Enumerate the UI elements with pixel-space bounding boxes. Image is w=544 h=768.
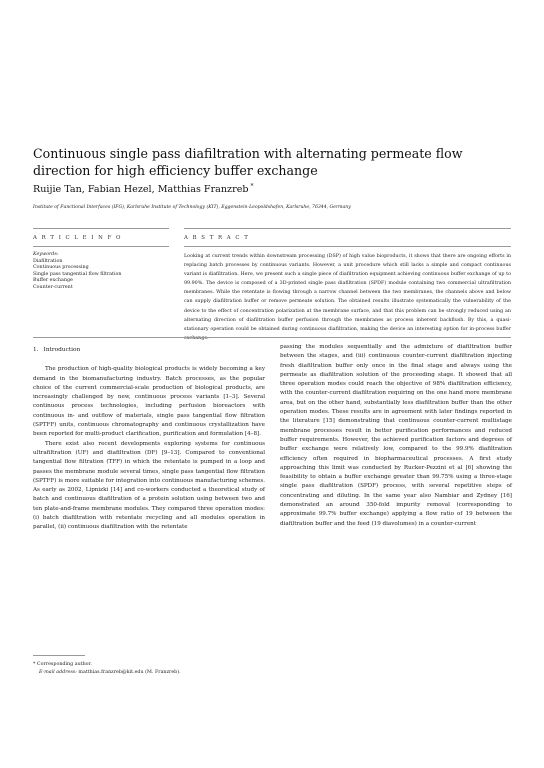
keywords-label: Keywords: [33, 252, 59, 257]
article-info-heading: A R T I C L E I N F O [33, 235, 122, 241]
keyword-item: Single pass tangential flow filtration [33, 271, 122, 277]
author-names: Ruijie Tan, Fabian Hezel, Matthias Franzreb [33, 184, 249, 195]
body-paragraph: The production of high-quality biological products is widely becoming a key demand in the biomanufacturing industry. Batch processes, as the popular choice of the current commercial-scale production of biological products, are increasingly challenged by new, continuous process variants [1–3]. Several continuous process technologies, including perfusion bioreactors with continuous in- and outflow of materials, single pass tangential flow filtration (SPTFF) units, continuous chromatography and continuous crystallization have been reported for multi-product clarification, purification and formulation [4–8]. [33, 366, 265, 438]
footnote-email-line [33, 669, 233, 677]
body-paragraph: There exist also recent developments exploring systems for continuous ultrafiltration (UF) and diafiltration (DF) [9–13]. Compared to conventional tangential flow filtration (TFF) in which the retentate is pumped in a loop and passes the membrane module several times, single pass tangential flow filtration (SPTFF) is more suitable for integration into continuous manufacturing schemes. As early as 2002, Lipnizki [14] and co-workers conducted a theoretical study of batch and continuous diafiltration of a protein solution using between two and ten plate-and-frame membrane modules. They compared three operation modes: (i) batch diafiltration with retentate recycling and all modules operation in parallel, (ii) continuous diafiltration with the retentate [33, 440, 265, 531]
footnote-email-label: E-mail address: [39, 670, 77, 675]
section-number: 1. [33, 347, 39, 353]
keyword-item: Continuous processing [33, 265, 89, 271]
abstract-text: Looking at current trends within downstream processing (DSP) of high value bioproducts, it shows that there are ongoing efforts in replacing batch processes by continuous variants. However, a unit procedure which still lacks a simple and compact continuous variant is diafiltration. Here, we present such a single piece of diafiltration equipment achieving continuous buffer exchange of up to 99.90%. The device is composed of a 3D-printed single pass diafiltration (SPDF) module containing two commercial ultrafiltration membranes. While the retentate is flowing through a narrow channel between the two membranes, the channels above and below can supply diafiltration buffer or remove permeate solution. The obtained results illustrate systematically the vulnerability of the device to the effect of concentration polarization at the membrane surface, and that this problem can be strongly reduced using an alternating direction of diafiltration buffer perfusion through the membranes as process inherent backflush. By this, a quasi-stationary operation could be obtained during continuous diafiltration, making the device an interesting option for in-process buffer exchange. [184, 254, 511, 341]
body-paragraph: passing the modules sequentially and the admixture of diafiltration buffer between the stages, and (iii) continuous counter-current diafiltration injecting fresh diafiltration buffer only once in the final stage and always using the permeate as diafiltration solution of the proceeding stage. It showed that all three operation modes could reach the objective of 98% diafiltration efficiency, with the counter-current diafiltration requiring on the one hand more membrane area, but on the other hand, substantially less diafiltration buffer than the other operation modes. These results are in agreement with later findings reported in the literature [15] demonstrating that continuous counter-current multistage membrane processes result in better purification performances and reduced buffer requirements. However, the achieved purification factors and degrees of buffer exchange were relatively low, compared to the 99.9% diafiltration efficiency often required in biopharmaceutical processes. A first study approaching this limit was conducted by Rucker-Pezzini et al [6] showing the feasibility to obtain a buffer exchange greater than 99.75% using a three-stage single pass diafiltration (SPDF) process, with several repetitive steps of concentrating and diluting. In the same year also Nambiar and Zydney [16] demonstrated an around 350-fold impurity removal (corresponding to approximate 99.7% buffer exchange) applying a flow ratio of 19 between the diafiltration buffer and the feed (19 diavolumes) in a counter-current [280, 344, 512, 527]
footnote-divider [33, 655, 85, 656]
section-title: Introduction [43, 347, 81, 353]
keyword-item: Counter-current [33, 284, 73, 290]
divider-abstract-lower [184, 246, 511, 247]
footnote-corresponding: * Corresponding author. [33, 662, 92, 667]
divider-article-info-lower [33, 246, 169, 247]
keyword-item: Diafiltration [33, 258, 63, 264]
corresponding-author-mark[interactable]: * [250, 183, 254, 190]
footnote [33, 661, 233, 677]
body-column-right [280, 343, 512, 529]
footnote-email[interactable]: matthias.franzreb@kit.edu (M. Franzreb). [78, 670, 181, 675]
keyword-item: Buffer exchange [33, 278, 73, 284]
divider-body [33, 337, 511, 338]
divider-abstract [184, 228, 511, 229]
keywords-block [33, 252, 163, 292]
body-column-left [33, 346, 265, 533]
article-title: Continuous single pass diafiltration with alternating permeate flow direction for high efficiency buffer exchange [33, 146, 463, 178]
divider-article-info [33, 228, 169, 229]
section-heading-introduction [33, 346, 265, 355]
abstract-heading: A B S T R A C T [184, 235, 250, 241]
author-list [33, 183, 254, 195]
affiliation: Institute of Functional Interfaces (IFG), Karlsruhe Institute of Technology (KIT), Eggenstein-Leopoldshafen, Karlsruhe, 76344, Germany [33, 205, 351, 210]
